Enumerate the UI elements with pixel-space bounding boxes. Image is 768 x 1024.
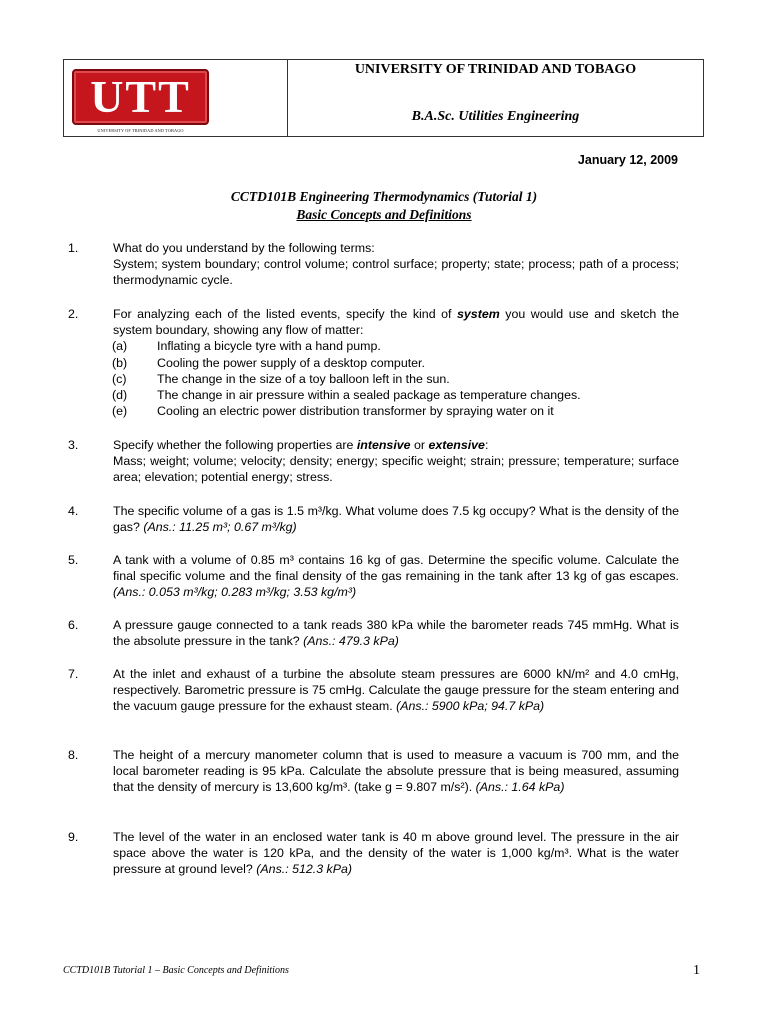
question-number: 8. <box>68 748 79 762</box>
question-text: At the inlet and exhaust of a turbine the absolute steam pressures are 6000 kN/m² and 4.0 cmHg, respectively. Barometric pressure is 75 cmHg. Calculate the gauge pressure for the steam entering and the vacuum gauge pressure for the exhaust steam. <box>113 667 679 714</box>
question-number: 7. <box>68 667 79 681</box>
header-table <box>63 59 704 137</box>
question-1 <box>68 240 679 289</box>
question-number: 6. <box>68 618 79 632</box>
question-text: A pressure gauge connected to a tank reads 380 kPa while the barometer reads 745 mmHg. What is the absolute pressure in the tank? <box>113 618 679 649</box>
question-number: 2. <box>68 307 79 321</box>
property-list: Mass; weight; volume; velocity; density; energy; specific weight; strain; pressure; temperature; surface area; elevation; potential energy; stress. <box>113 454 679 485</box>
title-cell <box>288 60 703 136</box>
question-text: What do you understand by the following terms: <box>113 241 375 255</box>
question-9 <box>68 829 679 878</box>
question-number: 1. <box>68 241 79 255</box>
page-number: 1 <box>693 963 700 978</box>
list-item: (a) Inflating a bicycle tyre with a hand pump. <box>112 339 381 354</box>
question-7 <box>68 666 679 715</box>
question-number: 9. <box>68 830 79 844</box>
logo-text: UTT <box>90 71 191 122</box>
answer: (Ans.: 1.64 kPa) <box>475 780 565 795</box>
list-item: (e) Cooling an electric power distribution transformer by spraying water on it <box>112 404 554 419</box>
document-date: January 12, 2009 <box>577 153 678 167</box>
question-text: The specific volume of a gas is 1.5 m³/kg. What volume does 7.5 kg occupy? What is the density of the gas? <box>113 504 679 535</box>
course-title: CCTD101B Engineering Thermodynamics (Tutorial 1) <box>230 189 538 204</box>
list-item: (d) The change in air pressure within a sealed package as temperature changes. <box>112 388 581 403</box>
keyword-system: system <box>457 307 500 321</box>
answer: (Ans.: 479.3 kPa) <box>303 634 399 649</box>
question-number: 4. <box>68 504 79 518</box>
question-2 <box>68 306 679 419</box>
answer: (Ans.: 11.25 m³; 0.67 m³/kg) <box>143 520 297 535</box>
question-text: The height of a mercury manometer column that is used to measure a vacuum is 700 mm, and the local barometer reading is 95 kPa. Calculate the absolute pressure that is being measured, assuming that the density of mercury is 13,600 kg/m³. (take g = 9.807 m/s²). <box>113 748 679 795</box>
list-item: (c) The change in the size of a toy balloon left in the sun. <box>112 371 450 386</box>
question-8 <box>68 747 679 796</box>
answer: (Ans.: 0.053 m³/kg; 0.283 m³/kg; 3.53 kg/m³) <box>113 585 357 600</box>
university-name: UNIVERSITY OF TRINIDAD AND TOBAGO <box>354 62 637 77</box>
question-text: Specify whether the following properties are intensive or extensive: <box>113 438 489 452</box>
document-subtitle: Basic Concepts and Definitions <box>296 207 472 222</box>
question-text: A tank with a volume of 0.85 m³ contains 16 kg of gas. Determine the specific volume. Calculate the final specific volume and the final density of the gas remaining in the tank after 13 kg of gas escapes. <box>113 553 679 584</box>
logo-cell <box>64 60 288 136</box>
degree-name: B.A.Sc. Utilities Engineering <box>411 109 580 124</box>
keyword-intensive: intensive <box>356 438 411 452</box>
question-6 <box>68 617 679 649</box>
question-3 <box>68 437 679 486</box>
question-4 <box>68 503 679 535</box>
question-number: 3. <box>68 438 79 452</box>
question-number: 5. <box>68 553 79 567</box>
footer-title: CCTD101B Tutorial 1 – Basic Concepts and Definitions <box>63 965 289 976</box>
utt-logo <box>72 69 209 125</box>
question-text: For analyzing each of the listed events, specify the kind of system you would use and sketch the system boundary, showing any flow of matter: <box>113 307 679 338</box>
keyword-extensive: extensive <box>428 438 485 452</box>
answer: (Ans.: 5900 kPa; 94.7 kPa) <box>396 699 545 714</box>
question-terms: System; system boundary; control volume; control surface; property; state; process; path of a process; thermodynamic cycle. <box>113 257 679 288</box>
logo-caption: UNIVERSITY OF TRINIDAD AND TOBAGO <box>97 128 184 133</box>
question-5 <box>68 552 679 601</box>
answer: (Ans.: 512.3 kPa) <box>256 862 353 877</box>
question-text: The level of the water in an enclosed water tank is 40 m above ground level. The pressure in the air space above the water is 120 kPa, and the density of the water is 1,000 kg/m³. What is the water pressure at ground level? <box>113 830 679 877</box>
list-item: (b) Cooling the power supply of a desktop computer. <box>112 355 425 370</box>
